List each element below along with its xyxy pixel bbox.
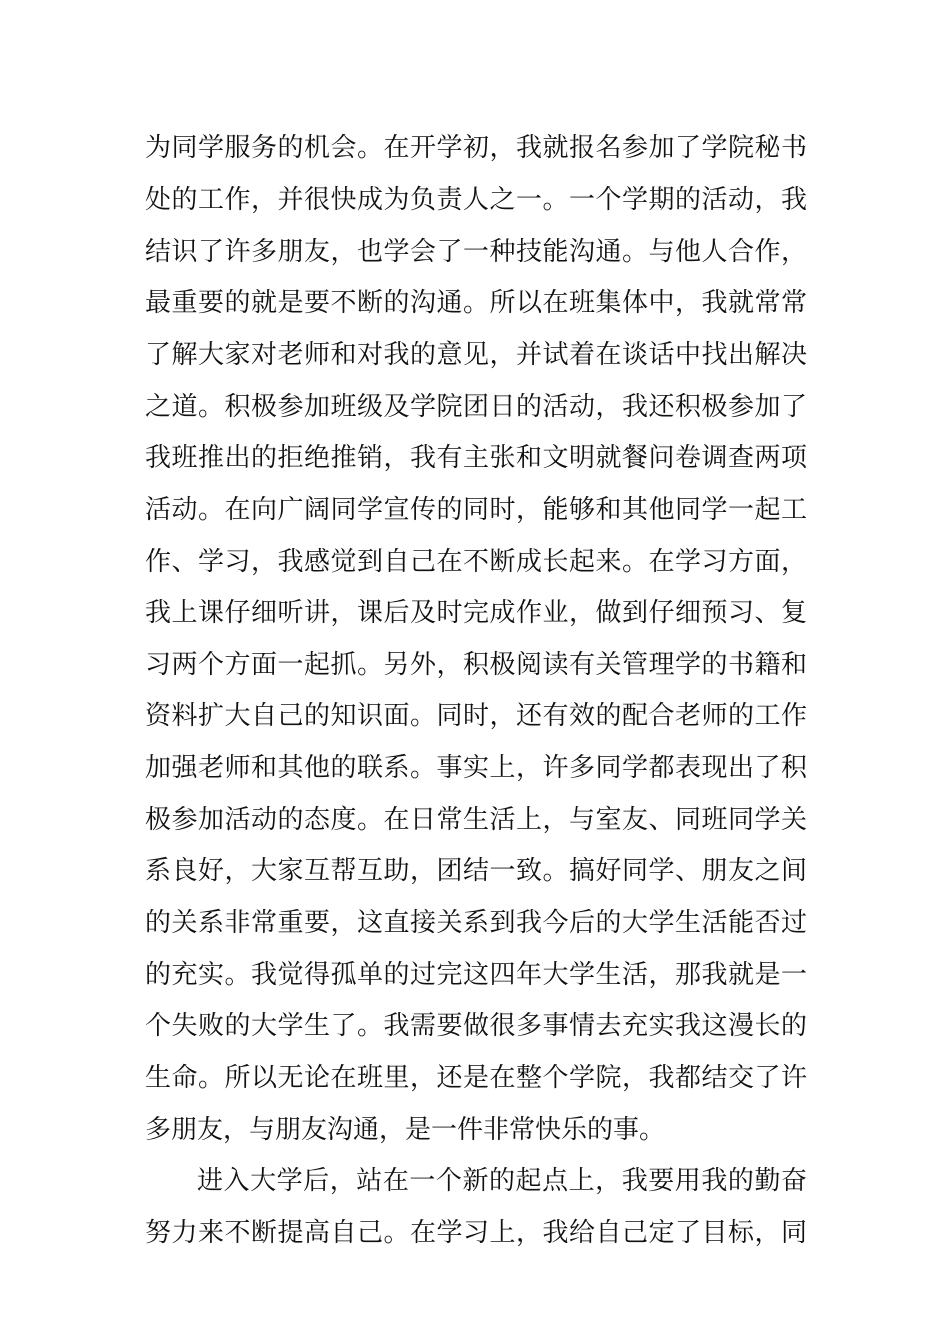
text-line: 我班推出的拒绝推销，我有主张和文明就餐问卷调查两项 [145,443,807,473]
text-line: 处的工作，并很快成为负责人之一。一个学期的活动，我 [145,185,807,215]
text-line: 个失败的大学生了。我需要做很多事情去充实我这漫长的 [145,1011,807,1041]
text-line: 的充实。我觉得孤单的过完这四年大学生活，那我就是一 [145,960,807,990]
text-line: 努力来不断提高自己。在学习上，我给自己定了目标，同 [145,1218,807,1248]
text-line: 为同学服务的机会。在开学初，我就报名参加了学院秘书 [145,133,807,163]
paragraph-first-line: 进入大学后，站在一个新的起点上，我要用我的勤奋 [197,1166,807,1196]
text-line: 资料扩大自己的知识面。同时，还有效的配合老师的工作 [145,701,807,731]
text-line: 活动。在向广阔同学宣传的同时，能够和其他同学一起工 [145,495,807,525]
text-line: 了解大家对老师和对我的意见，并试着在谈话中找出解决 [145,340,807,370]
text-line: 之道。积极参加班级及学院团日的活动，我还积极参加了 [145,392,807,422]
text-line: 结识了许多朋友，也学会了一种技能沟通。与他人合作， [145,237,807,267]
text-line: 最重要的就是要不断的沟通。所以在班集体中，我就常常 [145,288,807,318]
text-line: 我上课仔细听讲，课后及时完成作业，做到仔细预习、复 [145,598,807,628]
text-line: 多朋友，与朋友沟通，是一件非常快乐的事。 [145,1115,666,1145]
text-line: 的关系非常重要，这直接关系到我今后的大学生活能否过 [145,908,807,938]
text-line: 极参加活动的态度。在日常生活上，与室友、同班同学关 [145,805,807,835]
text-line: 习两个方面一起抓。另外，积极阅读有关管理学的书籍和 [145,650,807,680]
text-line: 作、学习，我感觉到自己在不断成长起来。在学习方面， [145,547,807,577]
text-line: 加强老师和其他的联系。事实上，许多同学都表现出了积 [145,753,807,783]
text-line: 系良好，大家互帮互助，团结一致。搞好同学、朋友之间 [145,856,807,886]
text-line: 生命。所以无论在班里，还是在整个学院，我都结交了许 [145,1063,807,1093]
